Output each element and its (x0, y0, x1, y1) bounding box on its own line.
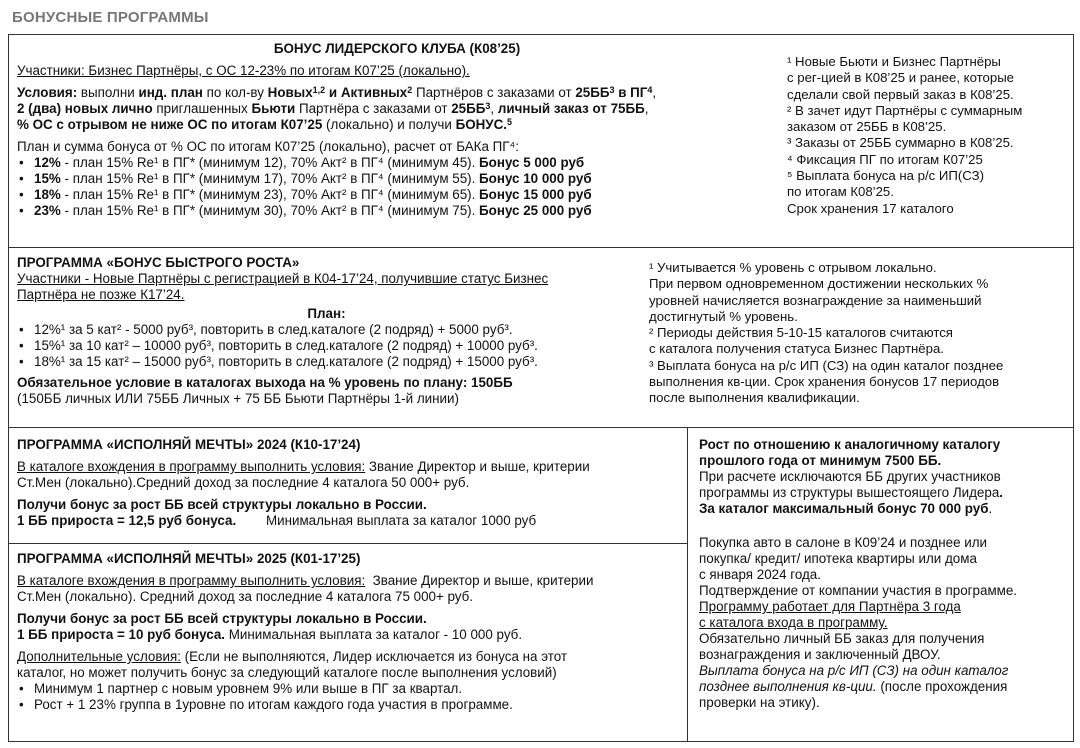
list-item: • 15%¹ за 10 кат² – 10000 руб³, повторить в след.каталоге (2 подряд) + 10000 руб³. (17, 338, 636, 354)
plan-list (17, 155, 761, 219)
dream-2025-conditions (691, 533, 1073, 713)
dream-2024-section (9, 435, 685, 531)
extra-conditions: каталог, но может получить бонус за следующий каталоге после выполнения условий) (17, 665, 557, 680)
note-line: программы из структуры вышестоящего Лидера. (699, 485, 1004, 500)
conditions-line-2: 2 (два) новых лично приглашенных Бьюти Партнёра с заказами от $25ББ^3$, личный заказ от 75ББ, (17, 101, 649, 116)
note-line: проверки на этику). (699, 695, 820, 710)
plan-intro: План и сумма бонуса от % ОС по итогам К07’25 (локально), расчет от БАКа ПГ⁴: (17, 139, 519, 154)
divider (687, 427, 688, 741)
note-line: Срок хранения 17 каталого (787, 200, 954, 216)
section-title: ПРОГРАММА «БОНУС БЫСТРОГО РОСТА» (17, 255, 300, 270)
conditions-line: Ст.Мен (локально).Средний доход за последние 4 каталога 50 000+ руб. (17, 475, 470, 490)
note-line: вознаграждения и заключенный ДВОУ. (699, 647, 941, 662)
note-line: При расчете исключаются ББ других участников (699, 469, 1001, 484)
conditions-line-3: % ОС с отрывом не ниже ОС по итогам К07’25 (локально) и получи БОНУС.$^5$ (17, 117, 513, 132)
note-line: За каталог максимальный бонус 70 000 руб. (699, 501, 993, 516)
note-line: ³ Выплата бонуса на р/с ИП (СЗ) на один каталог позднее (649, 357, 1004, 373)
list-item: • 18%¹ за 15 кат² – 15000 руб³, повторить в след.каталоге (2 подряд) + 15000 руб³. (17, 354, 636, 370)
leader-club-notes (779, 52, 1071, 219)
list-item: • 12%¹ за 5 кат² - 5000 руб³, повторить в след.каталоге (2 подряд) + 5000 руб³. (17, 322, 636, 338)
note-line: ³ Заказы от 25ББ суммарно в К08’25. (787, 135, 1014, 151)
note-line: При первом одновременном достижении нескольких % (649, 276, 989, 292)
note-line: уровней начисляется вознаграждение за наименьший (649, 292, 982, 308)
divider (9, 247, 1073, 248)
conditions-line: В каталоге вхождения в программу выполнить условия: Звание Директор и выше, критерии (17, 573, 594, 588)
note-line: с каталога получения статуса Бизнес Партнёра. (649, 341, 944, 357)
list-item: • 18% - план 15% Re¹ в ПГ* (минимум 23), 70% Акт² в ПГ⁴ (минимум 65). Бонус 15 000 руб (17, 187, 761, 203)
note-line: покупка/ кредит/ ипотека квартиры или дома (699, 551, 977, 566)
list-item: • Минимум 1 партнер с новым уровнем 9% или выше в ПГ за квартал. (17, 681, 677, 697)
dream-2024-conditions (691, 435, 1073, 519)
note-line: заказом от 25ББ в К08’25. (787, 119, 947, 135)
participants-text: Участники - Новые Партнёры с регистрацией в К04-17’24, получившие статус Бизнес (17, 271, 549, 286)
bonus-rate-line: 1 ББ прироста = 12,5 руб бонуса. Минимальная выплата за каталог 1000 руб (17, 513, 537, 528)
bonus-programs-table (8, 34, 1074, 742)
note-line: Покупка авто в салоне в К09’24 и позднее или (699, 535, 988, 550)
participants-text: Участники: Бизнес Партнёры, с ОС 12-23% по итогам К07’25 (локально). (17, 63, 470, 78)
note-line: Программу работает для Партнёра 3 года (699, 599, 961, 614)
divider (9, 427, 1073, 428)
conditions-line: Ст.Мен (локально). Средний доход за последние 4 каталога 75 000+ руб. (17, 589, 474, 604)
note-line: ⁵ Выплата бонуса на р/с ИП(СЗ) (787, 168, 985, 184)
note-line: с января 2024 года. (699, 567, 821, 582)
list-item: • 12% - план 15% Re¹ в ПГ* (минимум 12), 70% Акт² в ПГ⁴ (минимум 45). Бонус 5 000 руб (17, 155, 761, 171)
note-line: ² В зачет идут Партнёры с суммарным (787, 102, 1023, 118)
note-line: Рост по отношению к аналогичному каталогу (699, 437, 1001, 452)
list-item: • Рост + 1 23% группа в 1уровне по итогам каждого года участия в программе. (17, 697, 677, 713)
fast-growth-notes (641, 258, 1073, 409)
dream-2025-section (9, 549, 685, 715)
note-line: Выплата бонуса на р/с ИП (СЗ) на один каталог (699, 663, 1009, 678)
note-line: после выполнения квалификации. (649, 390, 860, 406)
bonus-line: Получи бонус за рост ББ всей структуры локально в России. (17, 611, 427, 626)
participants-text: Партнёра не позже К17’24. (17, 287, 185, 302)
note-line: выполнения кв-ции. Срок хранения бонусов 17 периодов (649, 374, 1000, 390)
note-line: позднее выполнения кв-ции. (после прохождения (699, 679, 1008, 694)
plan-label: План: (307, 306, 346, 321)
note-line: с рег-цией в К08’25 и ранее, которые (787, 70, 1015, 86)
section-title: ПРОГРАММА «ИСПОЛНЯЙ МЕЧТЫ» 2024 (К10-17’24) (17, 437, 361, 452)
note-line: ¹ Учитывается % уровень с отрывом локально. (649, 260, 937, 275)
extra-conditions: Дополнительные условия: (Если не выполняются, Лидер исключается из бонуса на этот (17, 649, 568, 664)
divider (9, 543, 688, 544)
list-item: • 23% - план 15% Re¹ в ПГ* (минимум 30), 70% Акт² в ПГ⁴ (минимум 75). Бонус 25 000 руб (17, 203, 761, 219)
conditions-line: В каталоге вхождения в программу выполнить условия: Звание Директор и выше, критерии (17, 459, 590, 474)
page-header: БОНУСНЫЕ ПРОГРАММЫ (12, 9, 209, 26)
note-line: Обязательно личный ББ заказ для получения (699, 631, 985, 646)
note-line: сделали свой первый заказ в К08’25. (787, 86, 1014, 102)
conditions-line-1: Условия: выполни инд. план по кол-ву Новых$^{1,2}$ и Активных$^2$ Партнёров с заказами от $25ББ^3$ в $ПГ^4$, (17, 85, 657, 100)
list-item: • 15% - план 15% Re¹ в ПГ* (минимум 17), 70% Акт² в ПГ⁴ (минимум 55). Бонус 10 000 руб (17, 171, 761, 187)
mandatory-condition: Обязательное условие в каталогах выхода на % уровень по плану: 150ББ (17, 375, 513, 390)
note-line: ² Периоды действия 5-10-15 каталогов считаются (649, 325, 953, 341)
section-title: ПРОГРАММА «ИСПОЛНЯЙ МЕЧТЫ» 2025 (К01-17’25) (17, 551, 361, 566)
section-title: БОНУС ЛИДЕРСКОГО КЛУБА (К08’25) (273, 41, 521, 56)
fast-growth-section (9, 253, 644, 409)
mandatory-condition-sub: (150ББ личных ИЛИ 75ББ Личных + 75 ББ Бьюти Партнёры 1-й линии) (17, 391, 459, 406)
leader-club-section (9, 39, 769, 221)
note-line: ⁴ Фиксация ПГ по итогам К07’25 (787, 151, 983, 167)
bonus-line: Получи бонус за рост ББ всей структуры локально в России. (17, 497, 427, 512)
note-line: прошлого года от минимум 7500 ББ. (699, 453, 942, 468)
note-line: с каталога входа в программу. (699, 615, 888, 630)
note-line: по итогам К08’25. (787, 184, 894, 200)
plan-list (17, 322, 636, 370)
note-line: Подтверждение от компании участия в программе. (699, 583, 1018, 598)
note-line: достигнутый % уровень. (649, 308, 798, 324)
extra-list (17, 681, 677, 713)
note-line: ¹ Новые Бьюти и Бизнес Партнёры (787, 54, 1001, 69)
bonus-rate-line: 1 ББ прироста = 10 руб бонуса. Минимальная выплата за каталог - 10 000 руб. (17, 627, 523, 642)
